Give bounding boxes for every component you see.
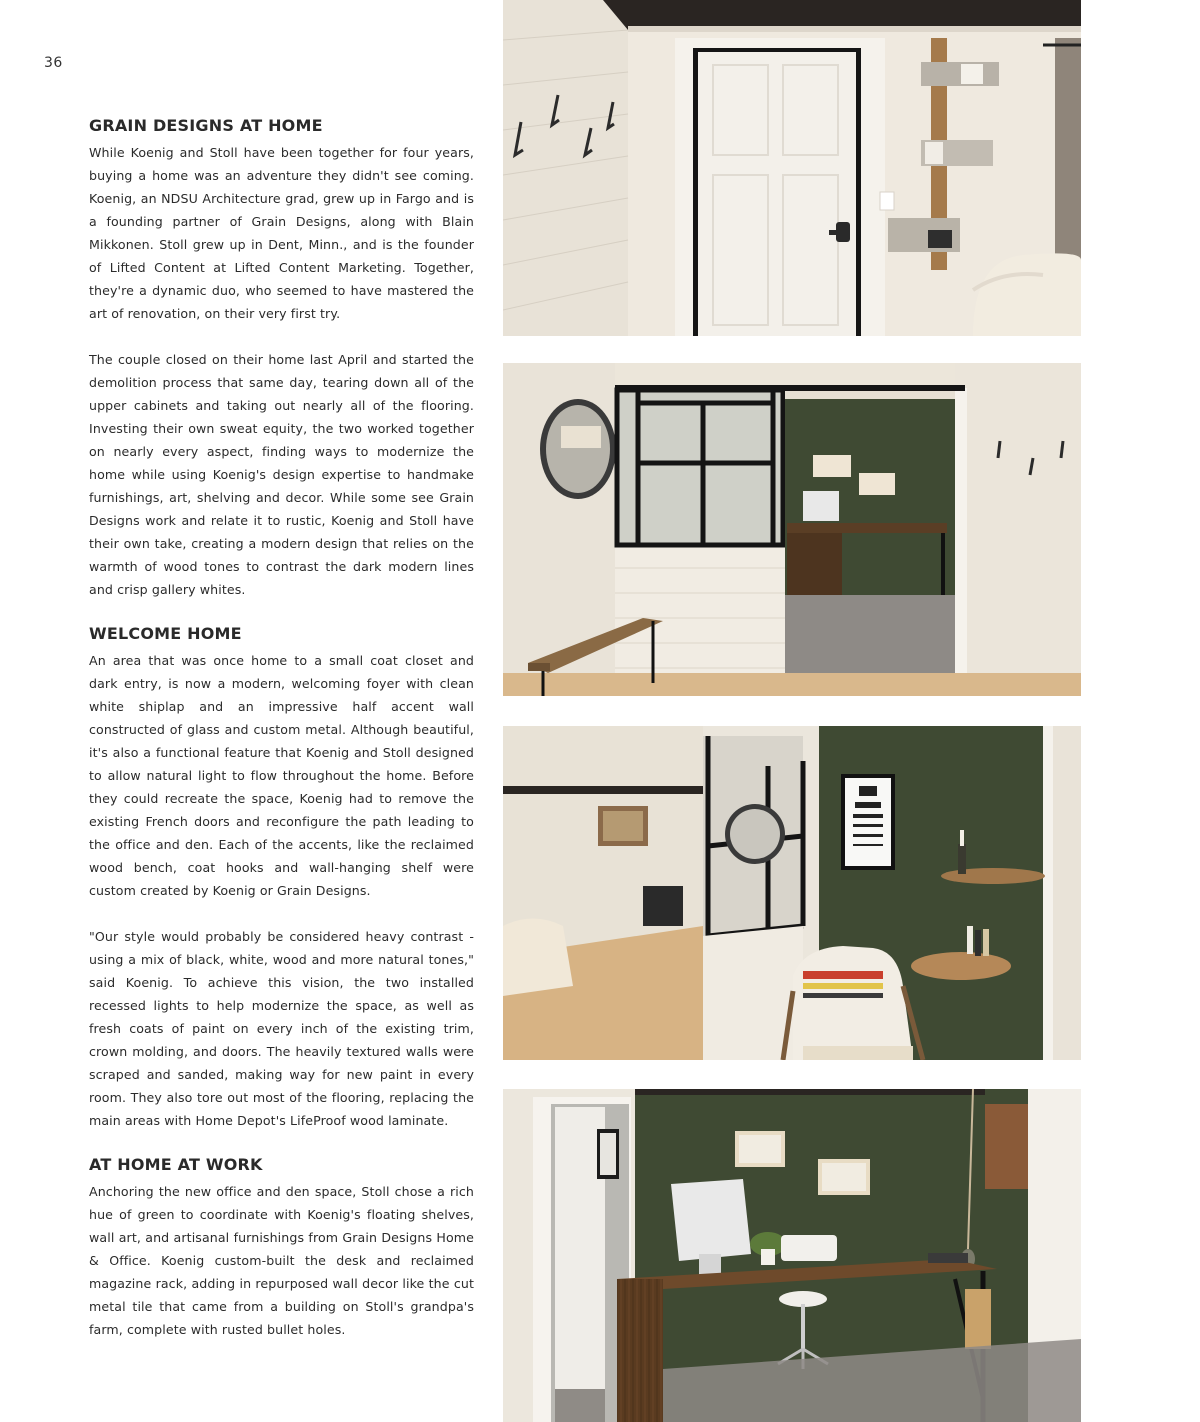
page-number: 36 <box>44 55 63 71</box>
paragraph: An area that was once home to a small coat closet and dark entry, is now a modern, welcoming foyer with clean white shiplap and an impressive half accent wall constructed of glass and custom metal. Although beautiful, it's also a functional feature that Koenig and Stoll designed to allow natural light to flow throughout the home. Before they could recreate the space, Koenig had to remove the existing French doors and reconfigure the path leading to the office and den. Each of the accents, like the reclaimed wood bench, coat hooks and wall-hanging shelf were custom created by Koenig or Grain Designs. <box>89 653 474 898</box>
article-body <box>89 116 474 1341</box>
paragraph: The couple closed on their home last April and started the demolition process that same day, tearing down all of the upper cabinets and taking out nearly all of the flooring. Investing their own sweat equity, the two worked together on nearly every aspect, finding ways to modernize the home while using Koenig's design expertise to handmake furnishings, art, shelving and decor. While some see Grain Designs work and relate it to rustic, Koenig and Stoll have their own take, creating a modern design that relies on the warmth of wood tones to contrast the dark modern lines and crisp gallery whites. <box>89 352 474 597</box>
photo-den-corner <box>503 726 1081 1060</box>
paragraph: While Koenig and Stoll have been together for four years, buying a home was an adventure they didn't see coming. Koenig, an NDSU Architecture grad, grew up in Fargo and is a founding partner of Grain Designs, along with Blain Mikkonen. Stoll grew up in Dent, Minn., and is the founder of Lifted Content at Lifted Content Marketing. Together, they're a dynamic duo, who seemed to have mastered the art of renovation, on their very first try. <box>89 145 474 321</box>
photo-entry-door <box>503 0 1081 336</box>
paragraph: "Our style would probably be considered heavy contrast - using a mix of black, white, wood and more natural tones," said Koenig. To achieve this vision, the two installed recessed lights to help modernize the space, as well as fresh coats of paint on every inch of the existing trim, crown molding, and doors. The heavily textured walls were scraped and sanded, making way for new paint in every room. They also tore out most of the flooring, replacing the main areas with Home Depot's LifeProof wood laminate. <box>89 929 474 1128</box>
photo-office-desk <box>503 1089 1081 1422</box>
paragraph: Anchoring the new office and den space, Stoll chose a rich hue of green to coordinate with Koenig's floating shelves, wall art, and artisanal furnishings from Grain Designs Home & Office. Koenig custom-built the desk and reclaimed magazine rack, adding in repurposed wall decor like the cut metal tile that came from a building on Stoll's grandpa's farm, complete with rusted bullet holes. <box>89 1184 474 1337</box>
section-heading-at-home-at-work: AT HOME AT WORK <box>89 1155 263 1174</box>
section-heading-grain-designs: GRAIN DESIGNS AT HOME <box>89 116 323 135</box>
photo-foyer-glass-wall <box>503 363 1081 696</box>
section-heading-welcome-home: WELCOME HOME <box>89 624 242 643</box>
